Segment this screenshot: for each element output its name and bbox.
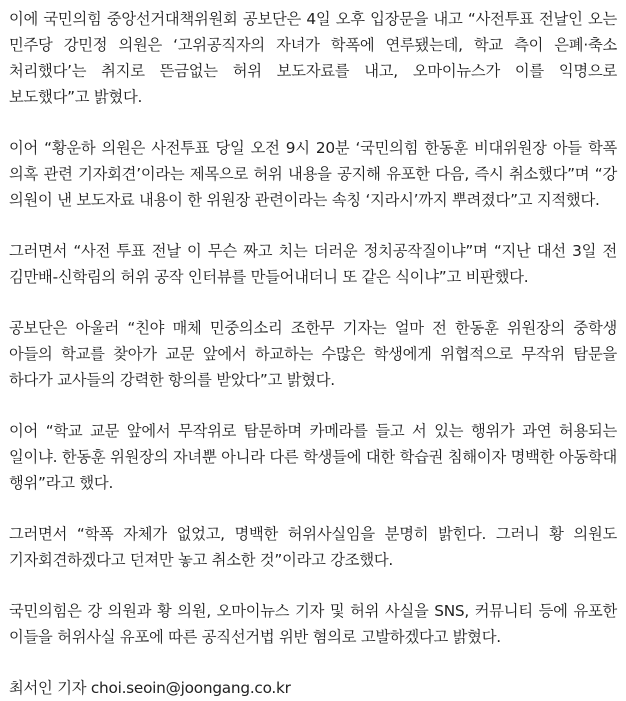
- article-paragraph: 이어 “학교 교문 앞에서 무작위로 탐문하며 카메라를 들고 서 있는 행위가 과연 허용되는 일이냐. 한동훈 위원장의 자녀뿐 아니라 다른 학생들에 대한 학습권 침해이자 명백한 아동학대 행위”라고 했다.: [9, 422, 617, 492]
- article-paragraph: 그러면서 “학폭 자체가 없었고, 명백한 허위사실임을 분명히 밝힌다. 그러니 황 의원도 기자회견하겠다고 던져만 놓고 취소한 것”이라고 강조했다.: [9, 525, 617, 569]
- byline: 최서인 기자 choi.seoin@joongang.co.kr: [9, 679, 291, 697]
- article-body: [9, 6, 617, 701]
- article-paragraph: 공보단은 아울러 “친야 매체 민중의소리 조한무 기자는 얼마 전 한동훈 위원장의 중학생 아들의 학교를 찾아가 교문 앞에서 하교하는 수많은 학생에게 위협적으로 무작위 탐문을 하다가 교사들의 강력한 항의를 받았다”고 밝혔다.: [9, 319, 617, 389]
- article-paragraph: 이어 “황운하 의원은 사전투표 당일 오전 9시 20분 ‘국민의힘 한동훈 비대위원장 아들 학폭 의혹 관련 기자회견’이라는 제목으로 허위 내용을 공지해 유포한 다음, 즉시 취소했다”며 “강 의원이 낸 보도자료 내용이 한 위원장 관련이라는 속칭 ‘지라시’까지 뿌려졌다”고 지적했다.: [9, 139, 617, 209]
- article-paragraph: 그러면서 “사전 투표 전날 이 무슨 짜고 치는 더러운 정치공작질이냐”며 “지난 대선 3일 전 김만배-신학림의 허위 공작 인터뷰를 만들어내더니 또 같은 식이냐”고 비판했다.: [9, 242, 617, 286]
- article-paragraph: 국민의힘은 강 의원과 황 의원, 오마이뉴스 기자 및 허위 사실을 SNS, 커뮤니티 등에 유포한 이들을 허위사실 유포에 따른 공직선거법 위반 혐의로 고발하겠다고 밝혔다.: [9, 602, 617, 646]
- article-paragraph: 이에 국민의힘 중앙선거대책위원회 공보단은 4일 오후 입장문을 내고 “사전투표 전날인 오는 민주당 강민정 의원은 ‘고위공직자의 자녀가 학폭에 연루됐는데, 학교 측이 은폐·축소 처리했다’는 취지로 뜬금없는 허위 보도자료를 내고, 오마이뉴스가 이를 익명으로 보도했다”고 밝혔다.: [9, 10, 617, 106]
